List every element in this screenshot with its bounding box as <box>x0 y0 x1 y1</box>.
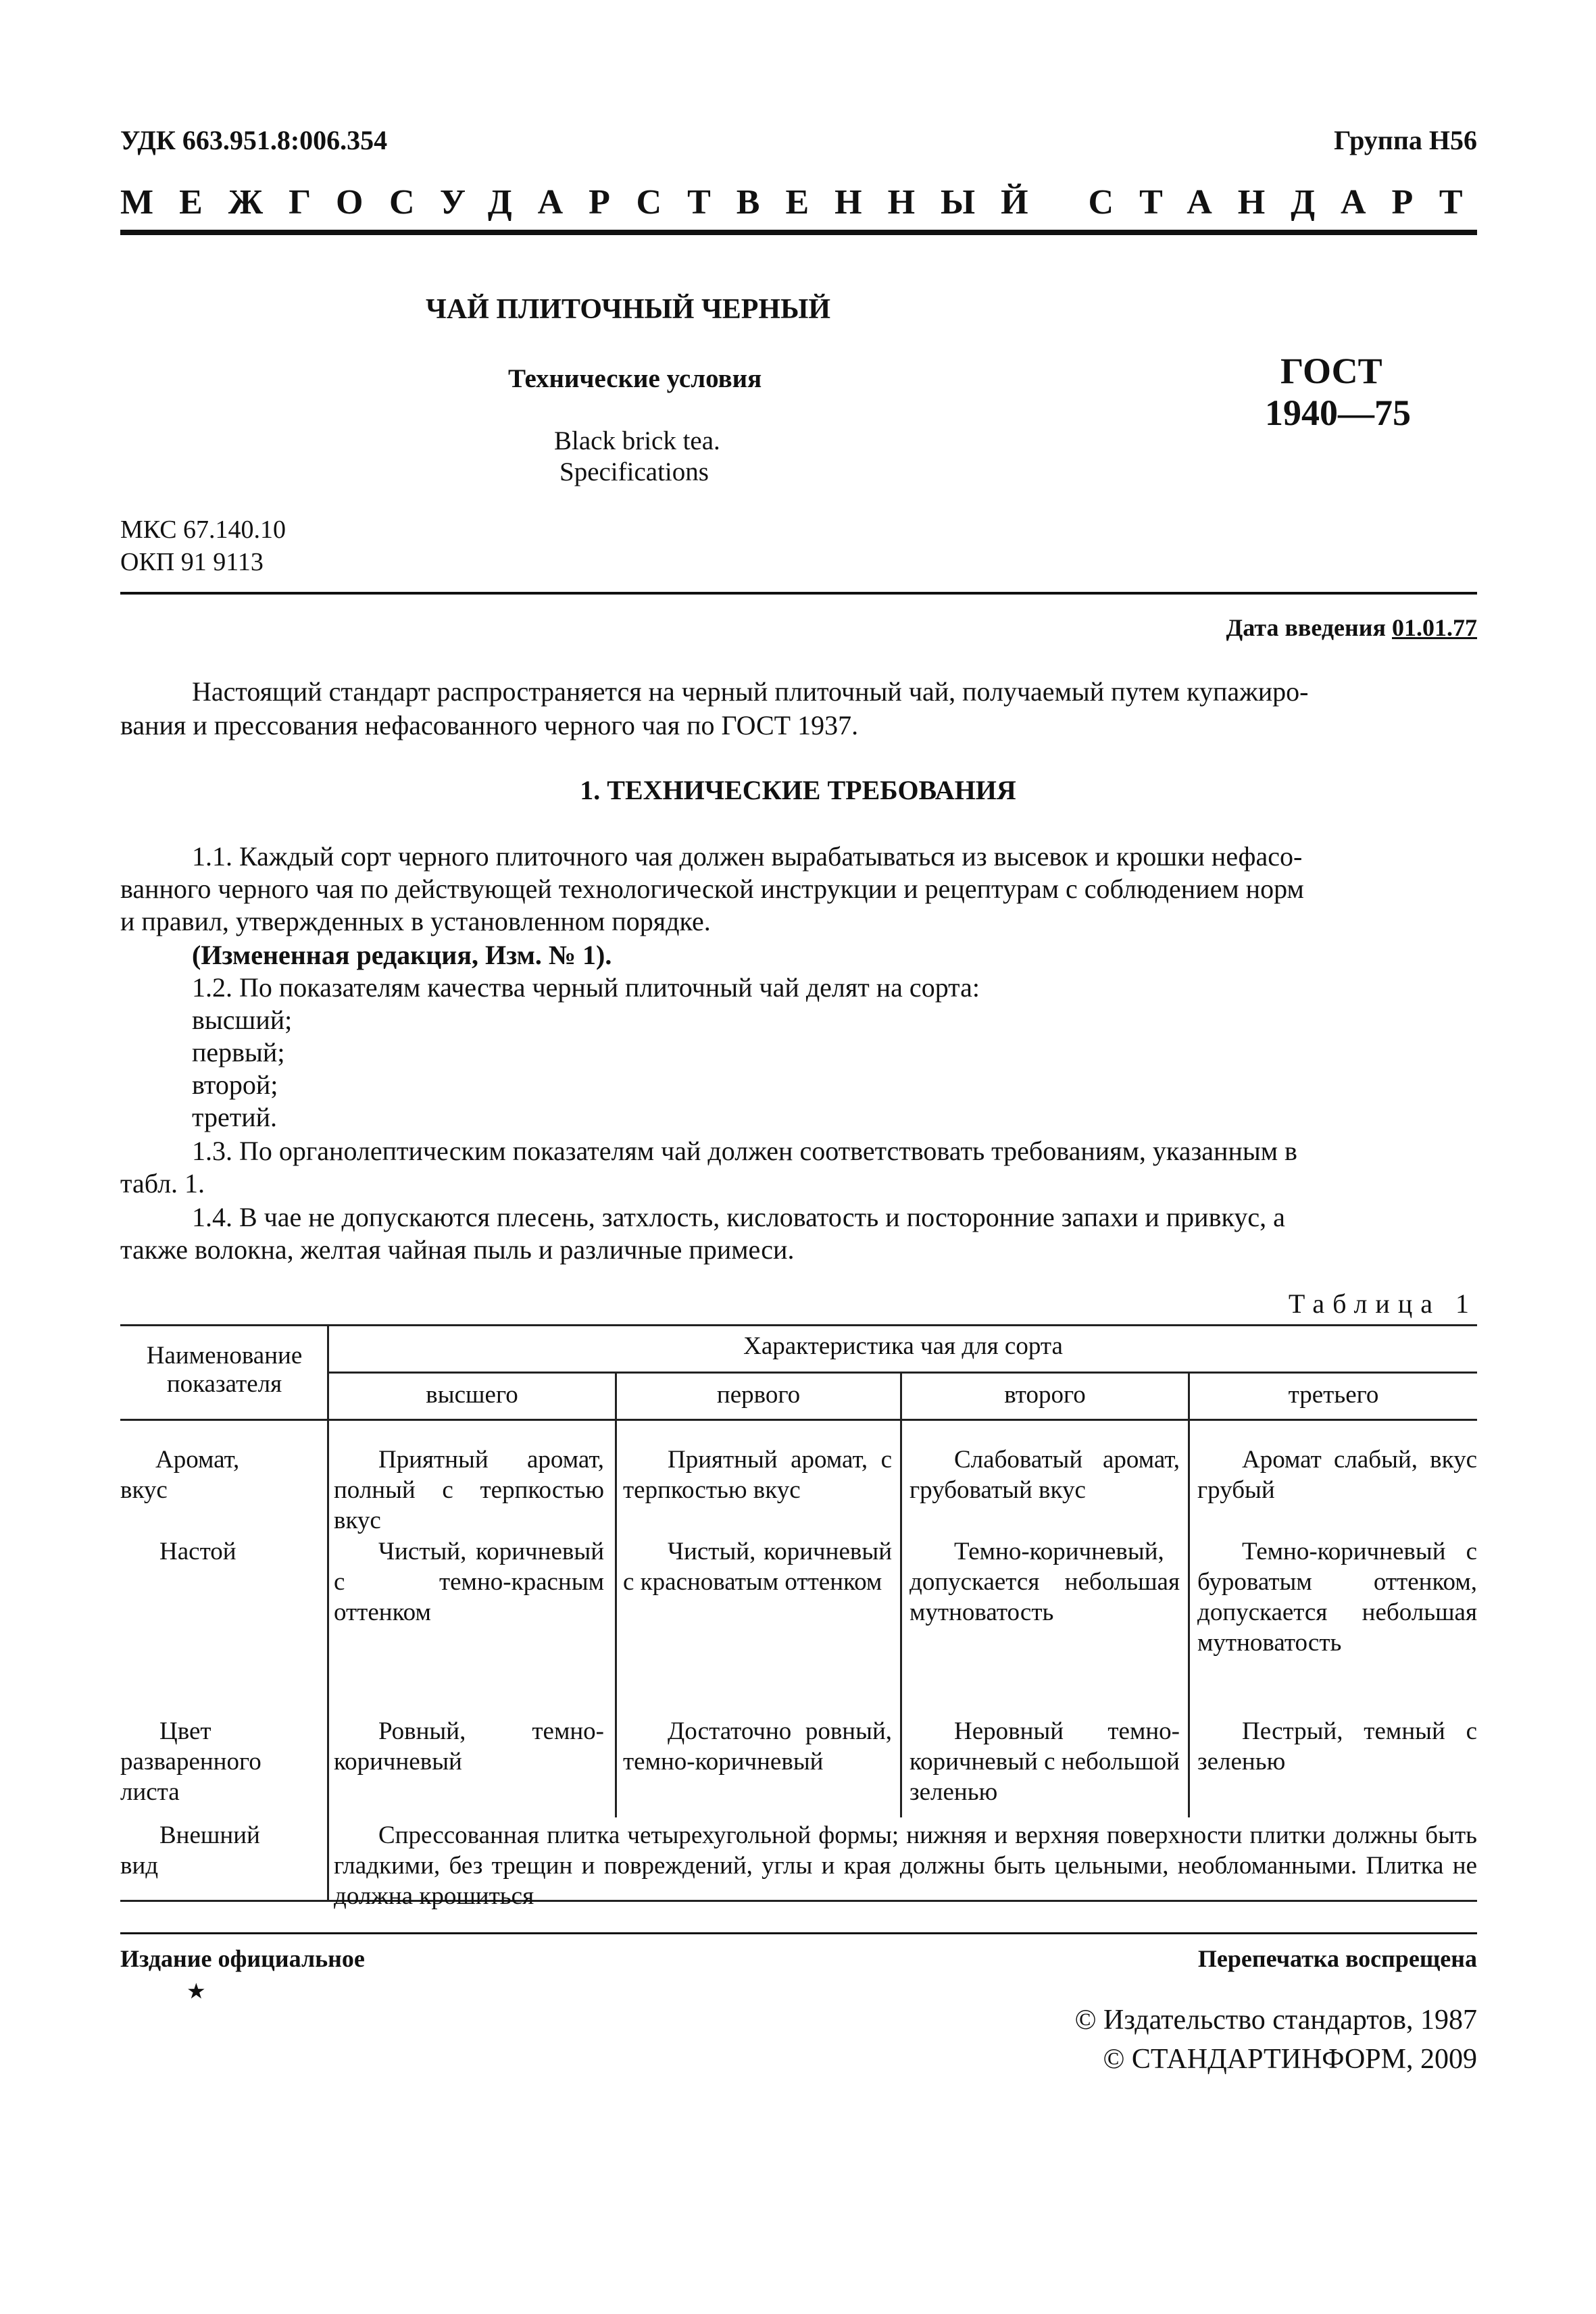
clause-1-3-line-1: 1.3. По органолептическим показателям чай должен соответствовать требованиям, указанным в <box>192 1136 1297 1166</box>
gost-number: 1940—75 <box>1265 393 1411 433</box>
table-header-grade: второго <box>1004 1381 1086 1409</box>
clause-1-1-line-3: и правил, утвержденных в установленном порядке. <box>120 906 711 936</box>
table-cell: Пестрый, темный с зеленью <box>1197 1717 1477 1776</box>
table-row-label: Внешний вид <box>120 1821 260 1880</box>
interstate-standard-heading: МЕЖГОСУДАРСТВЕННЫЙ СТАНДАРТ <box>120 183 1489 222</box>
table-cell: Темно-коричневый, допускается небольшая мутноватость <box>909 1538 1180 1626</box>
header-rule <box>120 230 1477 235</box>
udk-code: УДК 663.951.8:006.354 <box>120 125 388 155</box>
introduction-date-label: Дата введения <box>1226 614 1392 641</box>
table-header-group: Характеристика чая для сорта <box>743 1332 1063 1360</box>
clause-1-4-line-2: также волокна, желтая чайная пыль и различные примеси. <box>120 1234 795 1265</box>
clause-1-2: 1.2. По показателям качества черный плиточный чай делят на сорта: <box>192 972 980 1003</box>
table-row-label: Цвет разваренного листа <box>120 1717 261 1806</box>
table-caption: Таблица 1 <box>1288 1288 1477 1319</box>
clause-1-3-line-2: табл. 1. <box>120 1168 205 1199</box>
table-merged-cell: Спрессованная плитка четырехугольной формы; нижняя и верхняя поверхности плитки должны быть гладкими, без трещин и повреждений, углы и края должны быть цельными, необломанными. Плитка не должна крошиться <box>334 1821 1477 1910</box>
group-code: Группа Н56 <box>1334 125 1477 155</box>
clause-1-1-line-1: 1.1. Каждый сорт черного плиточного чая должен вырабатываться из высевок и крошки нефасо- <box>192 841 1303 872</box>
table-cell: Приятный аромат, полный с терпкостью вкус <box>334 1446 604 1534</box>
title-rule <box>120 592 1477 595</box>
clause-1-1-line-2: ванного черного чая по действующей технологической инструкции и рецептурам с соблюдением норм <box>120 874 1304 904</box>
english-title-line-1: Black brick tea. <box>554 426 720 455</box>
table-cell: Неровный темно-коричневый с небольшой зеленью <box>909 1717 1180 1806</box>
grade-item: высший; <box>192 1005 293 1035</box>
table-cell: Чистый, коричневый с красноватым оттенком <box>623 1538 892 1596</box>
table-cell: Приятный аромат, с терпкостью вкус <box>623 1446 892 1504</box>
grade-item: третий. <box>192 1102 278 1132</box>
table-col-divider <box>327 1324 329 1900</box>
okp-code: ОКП 91 9113 <box>120 548 264 576</box>
table-header-grade: третьего <box>1288 1381 1379 1409</box>
table-header-grade: высшего <box>426 1381 518 1409</box>
introduction-date <box>1226 613 1478 642</box>
english-title-line-2: Specifications <box>559 457 709 486</box>
table-header-indicator: Наименование показателя <box>146 1342 303 1398</box>
table-col-divider <box>615 1372 617 1817</box>
intro-line-2: вания и прессования нефасованного черного чая по ГОСТ 1937. <box>120 710 859 740</box>
table-row-label: Аромат, вкус <box>120 1446 240 1504</box>
mks-code: МКС 67.140.10 <box>120 515 286 544</box>
table-cell: Аромат слабый, вкус грубый <box>1197 1446 1477 1504</box>
table-row-label: Настой <box>159 1538 236 1565</box>
official-edition: Издание официальное <box>120 1945 365 1972</box>
document-title: ЧАЙ ПЛИТОЧНЫЙ ЧЕРНЫЙ <box>426 294 831 325</box>
table-cell: Чистый, коричневый с темно-красным оттенком <box>334 1538 604 1626</box>
table-cell: Темно-коричневый с буроватым оттенком, допускается небольшая мутноватость <box>1197 1538 1477 1657</box>
table-cell: Слабоватый аромат, грубоватый вкус <box>909 1446 1180 1504</box>
grade-item: второй; <box>192 1070 278 1100</box>
footer-rule <box>120 1932 1477 1934</box>
clause-1-4-line-1: 1.4. В чае не допускаются плесень, затхлость, кисловатость и посторонние запахи и привкус, а <box>192 1202 1285 1232</box>
amended-note: (Измененная редакция, Изм. № 1). <box>192 940 612 970</box>
table-subheader-rule <box>327 1372 1477 1374</box>
table-header-grade: первого <box>716 1381 801 1409</box>
intro-line-1: Настоящий стандарт распространяется на черный плиточный чай, получаемый путем купажиро- <box>192 676 1309 707</box>
reprint-prohibited: Перепечатка воспрещена <box>1197 1945 1477 1972</box>
document-subtitle: Технические условия <box>508 364 762 393</box>
copyright-line-2: © СТАНДАРТИНФОРМ, 2009 <box>1103 2044 1477 2075</box>
star-icon: ★ <box>186 1979 206 2003</box>
table-cell: Ровный, темно-коричневый <box>334 1717 604 1776</box>
table-col-divider <box>1188 1372 1190 1817</box>
table-top-rule <box>120 1324 1477 1326</box>
gost-label: ГОСТ <box>1280 351 1382 391</box>
table-header-bottom-rule <box>120 1419 1477 1421</box>
section-heading: 1. ТЕХНИЧЕСКИЕ ТРЕБОВАНИЯ <box>580 775 1016 805</box>
copyright-line-1: © Издательство стандартов, 1987 <box>1074 2005 1477 2036</box>
grade-item: первый; <box>192 1037 285 1067</box>
introduction-date-value: 01.01.77 <box>1392 614 1477 641</box>
table-cell: Достаточно ровный, темно-коричневый <box>623 1717 892 1776</box>
table-col-divider <box>900 1372 902 1817</box>
